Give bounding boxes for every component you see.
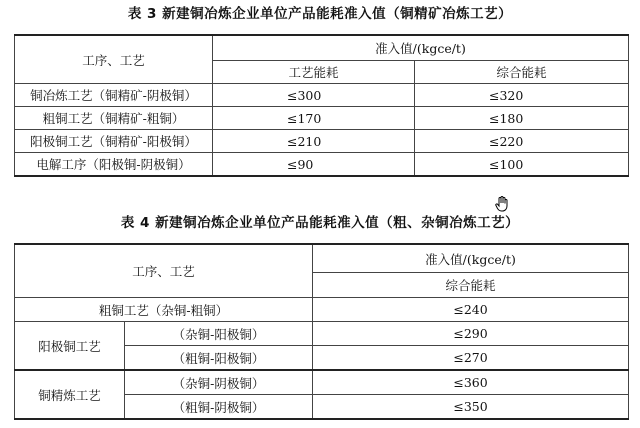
- table-row: [15, 298, 629, 322]
- table3: [14, 34, 629, 177]
- hand-cursor-icon: [495, 196, 509, 212]
- row-total-energy: ≤350: [313, 395, 629, 420]
- table3-header-total-energy: 综合能耗: [415, 61, 629, 84]
- row-name: 粗铜工艺（杂铜-粗铜）: [15, 298, 313, 322]
- row-sub-name: （杂铜-阳极铜）: [125, 322, 313, 346]
- table4-header-process: 工序、工艺: [15, 244, 313, 298]
- table3-header-group: 准入值/(kgce/t): [213, 35, 629, 61]
- row-total-energy: ≤270: [313, 346, 629, 371]
- row-total-energy: ≤240: [313, 298, 629, 322]
- table3-header-process: 工序、工艺: [15, 35, 213, 84]
- table-row: [15, 322, 629, 346]
- table-row: [15, 153, 629, 177]
- row-process-energy: ≤300: [213, 84, 415, 107]
- row-sub-name: （杂铜-阴极铜）: [125, 370, 313, 395]
- group-name: 阳极铜工艺: [15, 322, 125, 371]
- row-total-energy: ≤290: [313, 322, 629, 346]
- table4: [14, 243, 629, 420]
- table4-header-total-energy: 综合能耗: [313, 273, 629, 298]
- table-row: [15, 84, 629, 107]
- group-name: 铜精炼工艺: [15, 370, 125, 419]
- table3-caption: 表 3 新建铜冶炼企业单位产品能耗准入值（铜精矿冶炼工艺）: [127, 6, 513, 22]
- table-row: [15, 130, 629, 153]
- row-name: 电解工序（阳极铜-阴极铜）: [15, 153, 213, 177]
- table-row: [15, 370, 629, 395]
- row-name: 粗铜工艺（铜精矿-粗铜）: [15, 107, 213, 130]
- table4-header-group: 准入值/(kgce/t): [313, 244, 629, 273]
- table-row: [15, 107, 629, 130]
- row-name: 铜冶炼工艺（铜精矿-阴极铜）: [15, 84, 213, 107]
- row-total-energy: ≤100: [415, 153, 629, 177]
- row-total-energy: ≤180: [415, 107, 629, 130]
- row-name: 阳极铜工艺（铜精矿-阳极铜）: [15, 130, 213, 153]
- row-process-energy: ≤210: [213, 130, 415, 153]
- row-sub-name: （粗铜-阳极铜）: [125, 346, 313, 371]
- table4-caption: 表 4 新建铜冶炼企业单位产品能耗准入值（粗、杂铜冶炼工艺）: [120, 215, 520, 231]
- row-total-energy: ≤320: [415, 84, 629, 107]
- row-total-energy: ≤360: [313, 370, 629, 395]
- row-process-energy: ≤170: [213, 107, 415, 130]
- table3-header-process-energy: 工艺能耗: [213, 61, 415, 84]
- row-sub-name: （粗铜-阴极铜）: [125, 395, 313, 420]
- row-process-energy: ≤90: [213, 153, 415, 177]
- row-total-energy: ≤220: [415, 130, 629, 153]
